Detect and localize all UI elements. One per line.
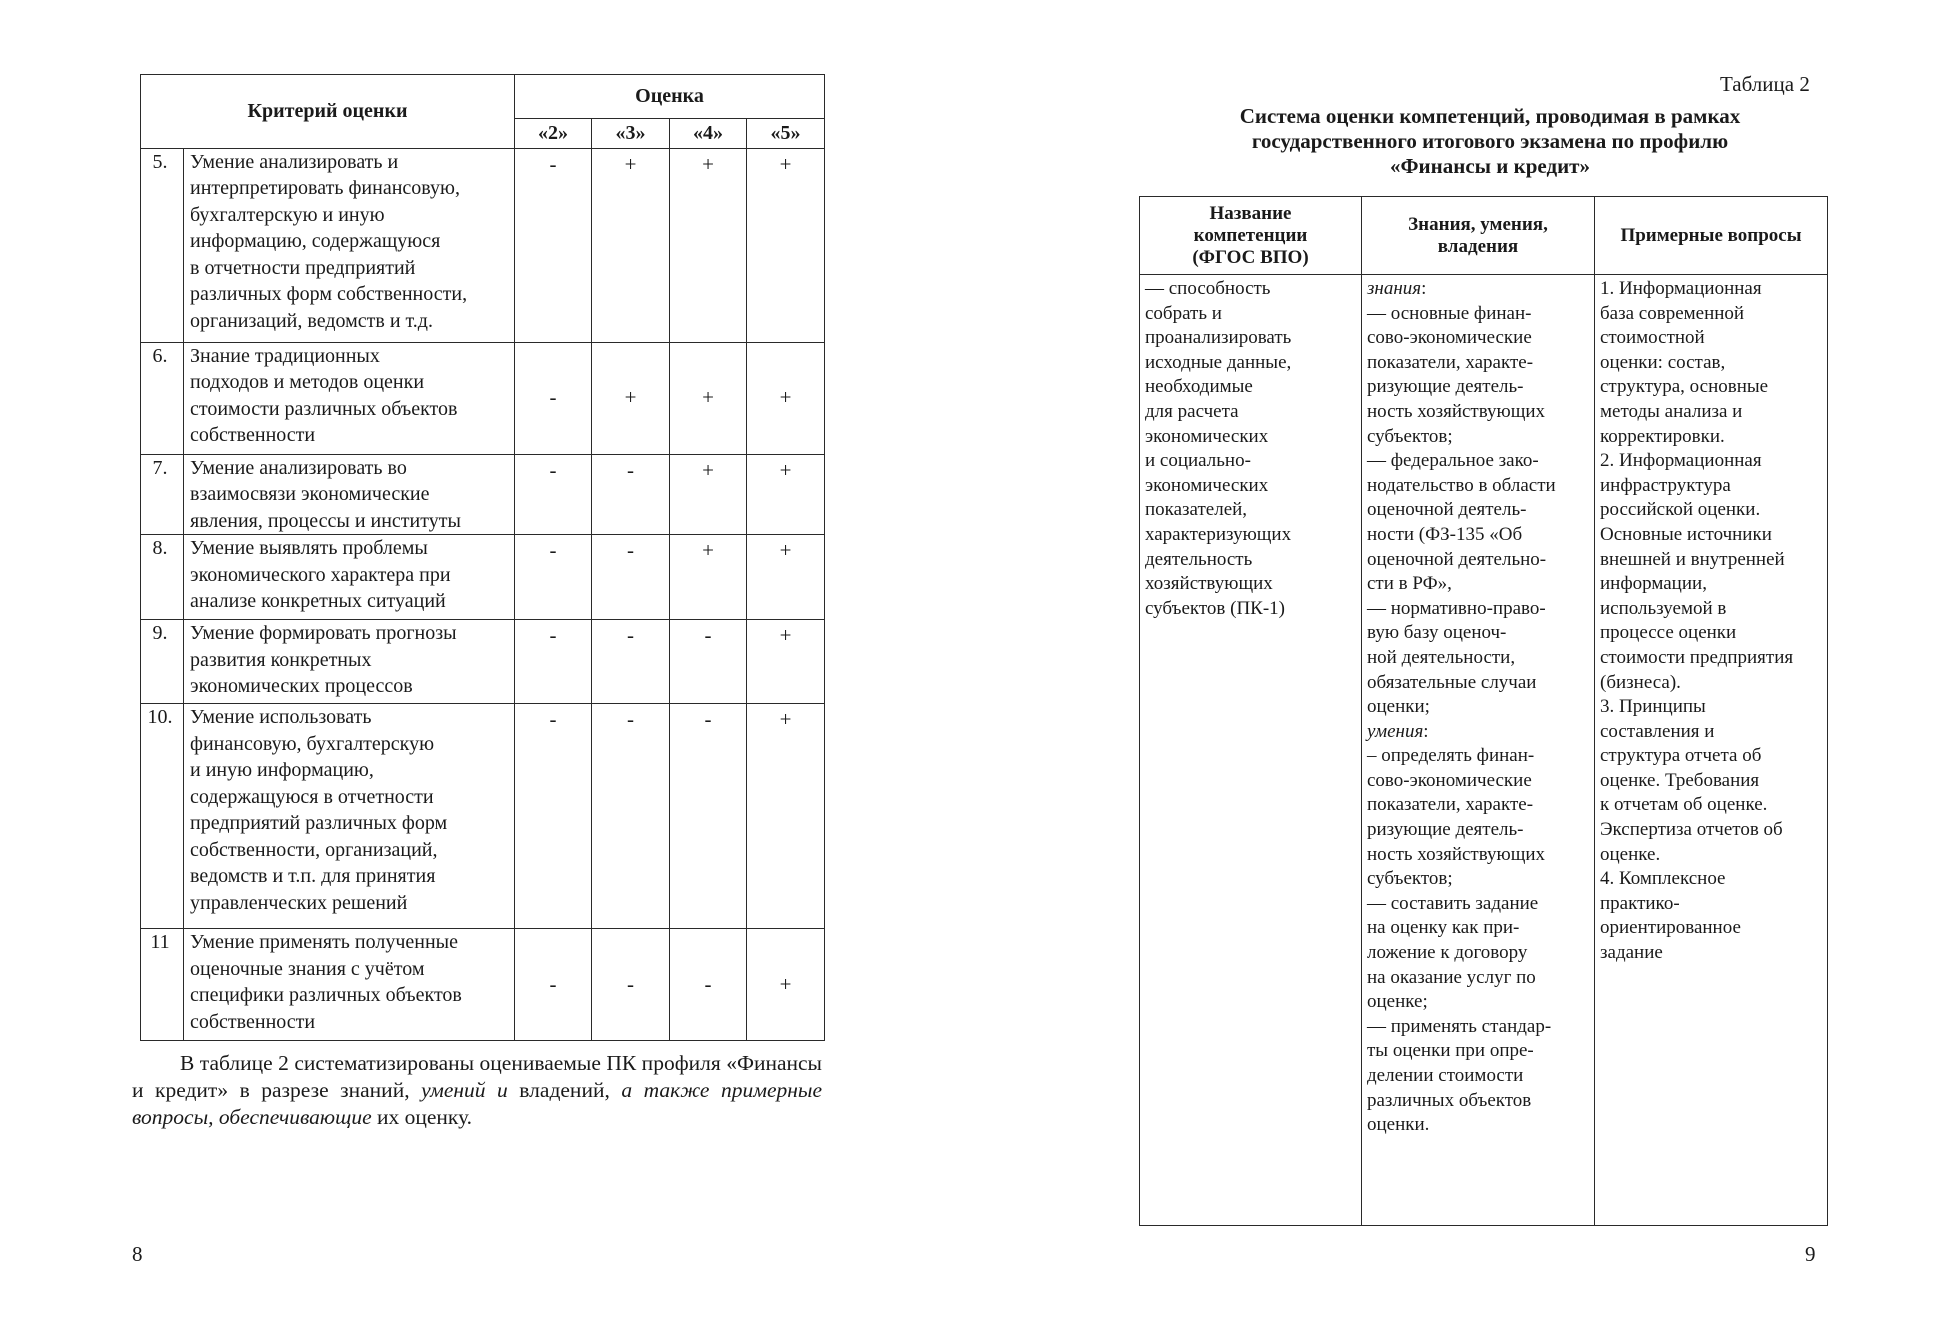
question-line: оценке. Требования [1600,769,1760,791]
title-line: государственного итогового экзамена по профилю [1251,129,1729,153]
criterion-line: собственности [190,424,316,446]
competence-table [1139,196,1828,1226]
criterion-line: различных форм собственности, [190,283,468,305]
criterion-line: информацию, содержащуюся [190,230,441,252]
table-caption: Таблица 2 [1720,72,1810,96]
question-line: база современной [1600,302,1745,324]
grade-mark: - [592,704,670,929]
left-page [0,0,960,1341]
question-line: используемой в [1600,597,1727,619]
criterion-number: 8. [141,535,184,620]
criterion-header: Критерий оценки [141,75,515,149]
criterion-row [141,148,825,342]
skills-line: оценке; [1367,991,1428,1013]
competence-line: показателей, [1145,499,1248,521]
criterion-line: ведомств и т.п. для принятия [190,865,436,887]
grade-mark: - [515,148,592,342]
knowledge-line: ной деятельности, [1367,646,1516,668]
header-competence-name [1140,197,1362,275]
question-line: российской оценки. [1600,499,1761,521]
question-line: методы анализа и [1600,400,1743,422]
grade-mark: - [670,929,747,1041]
question-line: структура, основные [1600,376,1769,398]
criterion-line: Умение использовать [190,706,372,728]
question-line: информации, [1600,573,1707,595]
criterion-line: Умение анализировать во [190,456,407,479]
question-line: задание [1600,942,1663,964]
grade-mark: + [747,148,825,342]
criterion-line: Знание традиционных [190,344,380,367]
criterion-text [184,620,515,704]
competence-line: деятельность [1145,548,1253,570]
competence-line: экономических [1145,474,1269,496]
grade-mark: - [592,620,670,704]
criterion-row [141,454,825,535]
criterion-number: 9. [141,620,184,704]
question-line: Основные источники [1600,523,1772,545]
skills-label-text: умения [1367,720,1424,742]
competence-line: хозяйствующих [1145,573,1273,595]
question-line: (бизнеса). [1600,671,1681,693]
criterion-number: 7. [141,454,184,535]
criterion-line: собственности, организаций, [190,838,438,861]
question-line: 2. Информационная [1600,450,1762,472]
question-line: внешней и внутренней [1600,548,1785,570]
grade-mark: + [670,454,747,535]
grade-mark: + [747,535,825,620]
knowledge-line: — нормативно-право- [1367,597,1546,619]
title-line: Система оценки компетенций, проводимая в рамках [1239,104,1741,128]
grade-mark: + [670,342,747,454]
header-knowledge-skills [1362,197,1595,275]
criterion-line: Умение применять полученные [190,931,458,953]
criterion-line: специфики различных объектов [190,984,462,1006]
criterion-number: 10. [141,704,184,929]
knowledge-skills-cell [1362,275,1595,1226]
criterion-row [141,929,825,1041]
grade-mark: - [592,535,670,620]
knowledge-line: оценочной деятель- [1367,499,1527,521]
skills-line: различных объектов [1367,1089,1532,1111]
knowledge-line: оценки; [1367,696,1430,718]
criterion-text [184,929,515,1041]
question-line: составления и [1600,720,1715,742]
skills-line: — применять стандар- [1367,1015,1552,1037]
knowledge-line: нодательство в области [1367,474,1556,496]
page-number: 8 [132,1242,143,1266]
criterion-line: стоимости различных объектов [190,397,458,420]
criterion-line: Умение анализировать и [190,150,399,173]
criterion-line: экономического характера при [190,563,451,586]
knowledge-line: сово-экономические [1367,327,1532,349]
grade-mark: - [515,342,592,454]
grade-mark: + [747,342,825,454]
criterion-text [184,704,515,929]
summary-paragraph: В таблице 2 систематизированы оцениваемые ПК профиля «Финансы и кредит» в разрезе знаний, умений и владений, а также примерные вопросы, обеспечивающие их оценку. [132,1051,823,1129]
criterion-line: развития конкретных [190,648,372,671]
competence-line: собрать и [1145,302,1222,324]
question-line: оценки: состав, [1600,351,1726,373]
criterion-number: 6. [141,342,184,454]
header-line: владения [1437,235,1519,257]
grade-mark: + [592,148,670,342]
question-line: стоимостной [1600,327,1705,349]
criterion-line: взаимосвязи экономические [190,483,430,505]
knowledge-line: ности (ФЗ-135 «Об [1367,523,1523,545]
grade-mark: - [515,454,592,535]
skills-line: на оценку как при- [1367,917,1520,939]
knowledge-line: оценочной деятельно- [1367,548,1547,570]
knowledge-line: показатели, характе- [1367,351,1534,373]
criterion-line: интерпретировать финансовую, [190,177,460,199]
competence-line: экономических [1145,425,1269,447]
grade-mark: - [515,620,592,704]
criterion-row [141,535,825,620]
page-number: 9 [1805,1242,1816,1266]
skills-line: ты оценки при опре- [1367,1040,1534,1062]
question-line: оценке. [1600,843,1661,865]
skills-line: оценки. [1367,1114,1430,1136]
skills-line: показатели, характе- [1367,794,1534,816]
skills-line: субъектов; [1367,868,1453,890]
knowledge-line: сти в РФ», [1367,573,1452,595]
criterion-row [141,620,825,704]
question-line: 3. Принципы [1600,696,1706,718]
skills-line: на оказание услуг по [1367,966,1536,988]
criterion-line: собственности [190,1010,316,1033]
competence-line: необходимые [1145,376,1253,398]
grade-column-header: «4» [670,119,747,149]
criterion-line: явления, процессы и институты [190,509,461,532]
criterion-number: 5. [141,148,184,342]
grade-mark: - [515,535,592,620]
grade-mark: + [670,535,747,620]
competence-line: — способность [1145,278,1271,299]
criterion-line: управленческих решений [190,891,408,914]
question-line: практико- [1600,892,1680,914]
skills-line: — составить задание [1367,892,1539,914]
question-line: 1. Информационная [1600,278,1762,299]
knowledge-line: ность хозяйствующих [1367,400,1546,422]
skills-line: сово-экономические [1367,769,1532,791]
grade-mark: - [670,704,747,929]
grade-mark: + [747,704,825,929]
sample-questions-cell [1595,275,1828,1226]
question-line: стоимости предприятия [1600,646,1794,668]
competence-line: и социально- [1145,450,1251,472]
skills-line: ризующие деятель- [1367,819,1524,841]
knowledge-line: — федеральное зако- [1367,450,1539,472]
criterion-row [141,342,825,454]
grade-mark: + [747,454,825,535]
grade-header: Оценка [515,75,825,119]
criterion-line: Умение выявлять проблемы [190,537,428,559]
knowledge-line: — основные финан- [1367,302,1532,324]
criterion-text [184,454,515,535]
grade-column-header: «3» [592,119,670,149]
question-line: ориентированное [1600,917,1741,939]
criteria-table [140,74,825,1041]
knowledge-line: субъектов; [1367,425,1453,447]
criterion-line: Умение формировать прогнозы [190,622,457,644]
criterion-line: анализе конкретных ситуаций [190,590,446,612]
grade-mark: - [515,704,592,929]
criterion-line: оценочные знания с учётом [190,957,425,980]
criterion-line: экономических процессов [190,675,413,697]
criterion-line: организаций, ведомств и т.д. [190,309,433,332]
knowledge-line: обязательные случаи [1367,671,1537,693]
grade-column-header: «5» [747,119,825,149]
table-title [1150,104,1830,179]
criterion-number: 11 [141,929,184,1041]
question-line: Экспертиза отчетов об [1600,819,1783,841]
grade-mark: - [592,929,670,1041]
question-line: инфраструктура [1600,474,1731,496]
question-line: к отчетам об оценке. [1600,794,1768,816]
criterion-text [184,342,515,454]
skills-label: умения: [1367,720,1429,742]
question-line: процессе оценки [1600,622,1737,644]
header-line: (ФГОС ВПО) [1192,246,1309,268]
competence-line: исходные данные, [1145,351,1292,373]
grade-mark: + [747,929,825,1041]
knowledge-label: знания: [1367,278,1427,299]
grade-mark: - [670,620,747,704]
header-line: компетенции [1193,224,1308,246]
competence-line: субъектов (ПК-1) [1145,597,1286,619]
competence-description [1140,275,1362,1226]
grade-mark: - [515,929,592,1041]
question-line: структура отчета об [1600,745,1762,767]
grade-mark: - [592,454,670,535]
criterion-line: бухгалтерскую и иную [190,203,385,226]
grade-mark: + [747,620,825,704]
criterion-line: содержащуюся в отчетности [190,785,434,808]
header-line: Название [1209,202,1292,224]
skills-line: – определять финан- [1367,745,1535,767]
criterion-line: финансовую, бухгалтерскую [190,732,435,755]
competence-line: проанализировать [1145,327,1292,349]
criterion-text [184,148,515,342]
criterion-row [141,704,825,929]
header-sample-questions: Примерные вопросы [1595,197,1828,275]
skills-line: делении стоимости [1367,1065,1524,1086]
knowledge-line: ризующие деятель- [1367,376,1524,398]
question-line: корректировки. [1600,425,1725,447]
skills-line: ность хозяйствующих [1367,843,1546,865]
competence-line: характеризующих [1145,523,1292,545]
criterion-line: в отчетности предприятий [190,256,416,279]
criterion-text [184,535,515,620]
title-line: «Финансы и кредит» [1389,154,1590,178]
skills-line: ложение к договору [1367,942,1528,964]
knowledge-line: вую базу оценоч- [1367,622,1507,644]
knowledge-label-text: знания [1367,278,1422,299]
grade-mark: + [670,148,747,342]
grade-column-header: «2» [515,119,592,149]
grade-mark: + [592,342,670,454]
criterion-line: подходов и методов оценки [190,371,425,393]
competence-line: для расчета [1145,400,1239,422]
question-line: 4. Комплексное [1600,868,1726,890]
criterion-line: предприятий различных форм [190,812,448,834]
criterion-line: и иную информацию, [190,759,374,781]
header-line: Знания, умения, [1408,213,1548,235]
